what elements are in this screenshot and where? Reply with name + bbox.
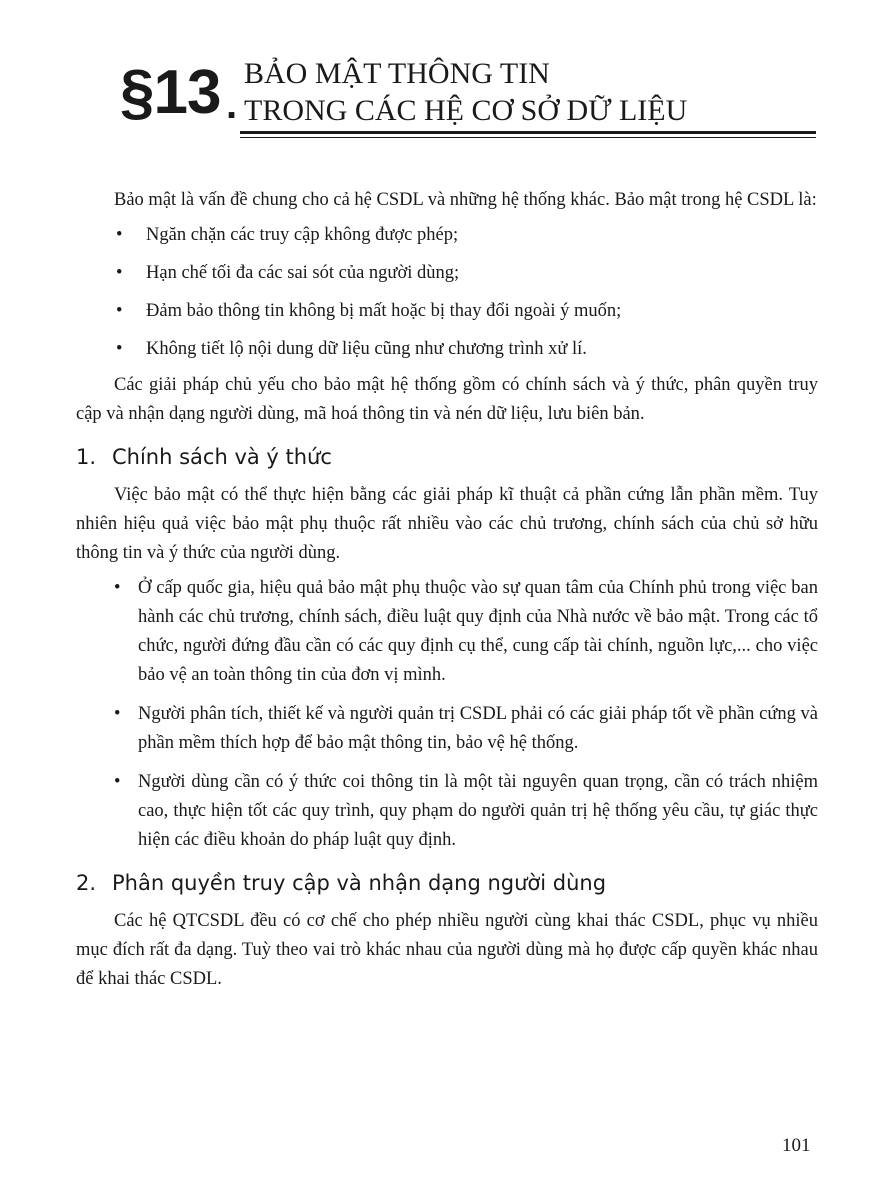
list-item: • Ở cấp quốc gia, hiệu quả bảo mật phụ thuộc vào sự quan tâm của Chính phủ trong việc ban hành các chủ trương, chính sách, điều luật quy định của Nhà nước về bảo mật. Trong các tổ chức, người đứng đầu cần có các quy định cụ thể, cung cấp tài chính, nguồn lực,... cho việc bảo vệ an toàn thông tin của đơn vị mình.	[76, 574, 818, 690]
section-1-paragraph: Việc bảo mật có thể thực hiện bằng các giải pháp kĩ thuật cả phần cứng lẫn phần mềm. Tuy nhiên hiệu quả việc bảo mật phụ thuộc rất nhiều vào các chủ trương, chính sách của chủ sở hữu thông tin và ý thức của người dùng.	[76, 485, 818, 563]
bullet-icon: •	[114, 772, 121, 792]
bullet-icon: •	[114, 578, 121, 598]
list-item: • Đảm bảo thông tin không bị mất hoặc bị thay đổi ngoài ý muốn;	[76, 297, 818, 326]
section-1-heading	[76, 443, 818, 471]
list-item: • Người dùng cần có ý thức coi thông tin là một tài nguyên quan trọng, cần có trách nhiệm cao, thực hiện tốt các quy trình, quy phạm do người quản trị hệ thống yêu cầu, tự giác thực hiện các điều khoản do pháp luật quy định.	[76, 768, 818, 855]
section-1-title: Chính sách và ý thức	[112, 445, 332, 469]
intro-paragraph: Bảo mật là vấn đề chung cho cả hệ CSDL và những hệ thống khác. Bảo mật trong hệ CSDL là:	[114, 190, 817, 210]
chapter-title-line-1: BẢO MẬT THÔNG TIN	[244, 57, 550, 90]
section-1-bullet-list	[76, 574, 818, 855]
chapter-number: §13	[120, 58, 221, 127]
section-2-heading	[76, 869, 818, 897]
intro-bullet-list	[76, 221, 818, 364]
bullet-icon: •	[116, 301, 123, 321]
bullet-icon: •	[116, 339, 123, 359]
bullet-icon: •	[116, 225, 123, 245]
chapter-title	[244, 55, 687, 129]
solutions-paragraph: Các giải pháp chủ yếu cho bảo mật hệ thống gồm có chính sách và ý thức, phân quyền truy cập và nhận dạng người dùng, mã hoá thông tin và nén dữ liệu, lưu biên bản.	[76, 375, 818, 424]
chapter-number-dot: .	[226, 83, 238, 127]
list-item: • Không tiết lộ nội dung dữ liệu cũng như chương trình xử lí.	[76, 335, 818, 364]
list-item: • Hạn chế tối đa các sai sót của người dùng;	[76, 259, 818, 288]
page-body	[76, 186, 818, 994]
bullet-icon: •	[114, 704, 121, 724]
title-underline-thin	[240, 137, 816, 138]
list-item: • Người phân tích, thiết kế và người quản trị CSDL phải có các giải pháp tốt về phần cứng và phần mềm thích hợp để bảo mật thông tin, bảo vệ hệ thống.	[76, 700, 818, 758]
chapter-title-line-2: TRONG CÁC HỆ CƠ SỞ DỮ LIỆU	[244, 94, 688, 127]
page-number: 101	[782, 1135, 811, 1156]
section-2-number: 2.	[76, 871, 97, 895]
section-2-paragraph: Các hệ QTCSDL đều có cơ chế cho phép nhiều người cùng khai thác CSDL, phục vụ nhiều mục đích rất đa dạng. Tuỳ theo vai trò khác nhau của người dùng mà họ được cấp quyền khác nhau để khai thác CSDL.	[76, 911, 818, 989]
section-2-title: Phân quyền truy cập và nhận dạng người dùng	[112, 871, 607, 895]
section-1-number: 1.	[76, 445, 97, 469]
title-underline-thick	[240, 131, 816, 134]
list-item: • Ngăn chặn các truy cập không được phép;	[76, 221, 818, 250]
bullet-icon: •	[116, 263, 123, 283]
